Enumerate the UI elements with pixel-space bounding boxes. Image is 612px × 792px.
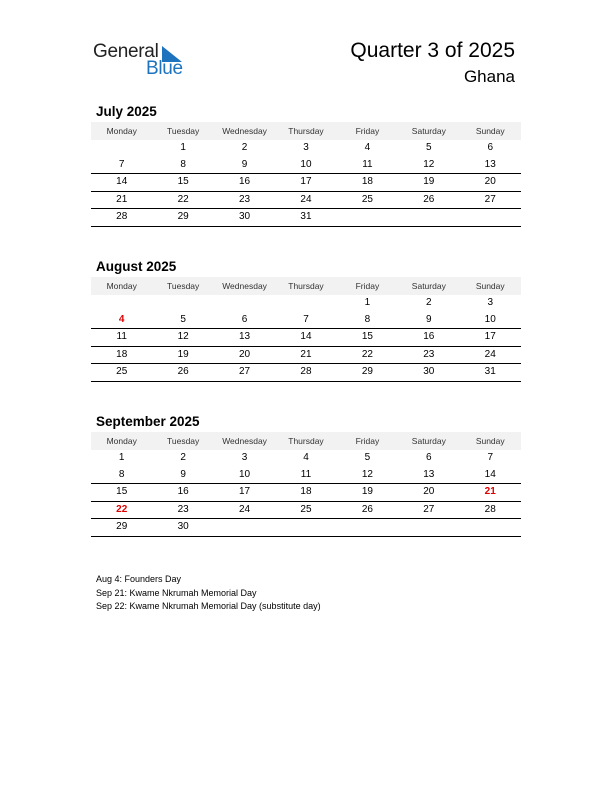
day-cell: 13 (238, 331, 251, 342)
day-cell: 25 (116, 366, 128, 377)
day-cell: 23 (177, 503, 189, 515)
week-row (91, 157, 521, 175)
day-cell: 16 (177, 486, 189, 497)
day-cell: 26 (177, 366, 189, 377)
day-cell: 24 (300, 193, 312, 205)
day-cell (275, 295, 336, 312)
day-cell: 17 (238, 486, 251, 497)
weekday-label: Monday (106, 436, 137, 446)
weekday-label: Saturday (411, 281, 446, 291)
weekday-label: Wednesday (222, 281, 267, 291)
weekday-label: Thursday (288, 281, 324, 291)
day-cell: 11 (116, 331, 127, 342)
day-cell: 7 (487, 452, 494, 463)
day-cell: 2 (426, 297, 432, 308)
day-cell: 31 (484, 366, 496, 377)
day-cell: 15 (361, 331, 373, 342)
logo-general-text: General (93, 41, 159, 62)
day-cell: 10 (300, 158, 312, 170)
week-row (91, 467, 521, 485)
month-title: July 2025 (96, 104, 157, 119)
day-cell: 5 (426, 142, 432, 153)
week-row (91, 329, 521, 347)
week-row (91, 502, 521, 520)
day-cell: 12 (361, 468, 373, 480)
month-calendar-august (91, 258, 521, 382)
weekday-label: Wednesday (222, 126, 267, 136)
day-cell: 3 (241, 452, 248, 463)
month-title: August 2025 (96, 259, 177, 274)
day-cell: 8 (180, 158, 186, 170)
day-cell: 16 (238, 176, 251, 187)
day-cell: 6 (487, 142, 494, 153)
day-cell: 6 (241, 313, 248, 325)
country-name: Ghana (463, 67, 515, 86)
day-cell (275, 519, 336, 536)
week-row (91, 295, 521, 312)
logo (93, 41, 203, 81)
week-row (91, 312, 521, 330)
day-cell: 4 (118, 313, 125, 325)
day-cell: 2 (180, 452, 186, 463)
page-title: Quarter 3 of 2025 (350, 39, 515, 62)
day-cell: 13 (484, 158, 496, 170)
day-cell: 5 (180, 313, 186, 325)
day-cell: 1 (180, 142, 186, 153)
day-cell: 22 (361, 348, 373, 360)
week-row (91, 450, 521, 467)
week-row (91, 209, 521, 227)
day-cell: 27 (423, 503, 435, 515)
week-row (91, 364, 521, 382)
day-cell: 24 (238, 503, 251, 515)
day-cell: 16 (423, 331, 435, 342)
logo-blue-text: Blue (146, 58, 183, 79)
week-row (91, 484, 521, 502)
day-cell: 6 (426, 452, 432, 463)
day-cell: 19 (423, 176, 435, 187)
day-cell: 1 (364, 297, 371, 308)
day-cell: 25 (361, 193, 373, 205)
day-cell: 24 (484, 348, 496, 360)
day-cell: 27 (238, 366, 251, 377)
day-cell: 9 (180, 468, 186, 480)
day-cell (460, 209, 521, 226)
day-cell: 17 (484, 331, 496, 342)
day-cell: 20 (238, 348, 251, 360)
week-row (91, 519, 521, 537)
day-cell: 15 (177, 176, 189, 187)
weekday-header (91, 122, 521, 140)
day-cell (152, 295, 213, 312)
day-cell: 11 (300, 468, 312, 480)
day-cell: 13 (423, 468, 435, 480)
weeks-container (91, 140, 521, 227)
day-cell: 21 (300, 348, 312, 360)
day-cell: 22 (177, 193, 189, 205)
weekday-label: Sunday (475, 436, 505, 446)
day-cell: 28 (484, 503, 496, 515)
day-cell: 23 (238, 193, 251, 205)
day-cell: 1 (118, 452, 125, 463)
holiday-notes (96, 573, 321, 614)
day-cell: 9 (426, 313, 432, 325)
day-cell (398, 519, 459, 536)
day-cell: 19 (177, 348, 189, 360)
day-cell: 18 (300, 486, 312, 497)
day-cell (398, 209, 459, 226)
day-cell: 27 (484, 193, 496, 205)
weeks-container (91, 450, 521, 537)
week-row (91, 347, 521, 365)
day-cell: 5 (364, 452, 371, 463)
day-cell: 12 (177, 331, 189, 342)
day-cell: 30 (423, 366, 435, 377)
weekday-label: Wednesday (222, 436, 267, 446)
day-cell: 17 (300, 176, 312, 187)
day-cell: 20 (484, 176, 496, 187)
day-cell: 29 (177, 211, 189, 222)
weekday-header (91, 432, 521, 450)
day-cell (214, 295, 275, 312)
day-cell: 8 (118, 468, 125, 480)
day-cell: 10 (238, 468, 251, 480)
weekday-label: Monday (106, 281, 137, 291)
weekday-label: Sunday (475, 126, 505, 136)
day-cell: 11 (362, 158, 373, 170)
weekday-header (91, 277, 521, 295)
day-cell (337, 519, 398, 536)
day-cell: 21 (484, 486, 496, 497)
weekday-label: Saturday (411, 436, 446, 446)
day-cell: 9 (241, 158, 248, 170)
month-calendar-july (91, 103, 521, 227)
day-cell: 12 (423, 158, 435, 170)
day-cell: 4 (303, 452, 309, 463)
week-row (91, 192, 521, 210)
day-cell: 30 (177, 521, 189, 532)
day-cell: 18 (116, 348, 128, 360)
day-cell: 19 (361, 486, 373, 497)
weekday-label: Tuesday (166, 436, 200, 446)
weekday-label: Tuesday (166, 126, 200, 136)
weekday-label: Monday (106, 126, 137, 136)
day-cell: 26 (361, 503, 373, 515)
day-cell: 29 (116, 521, 128, 532)
day-cell: 7 (303, 313, 309, 325)
weekday-label: Friday (355, 126, 380, 136)
weekday-label: Friday (355, 436, 380, 446)
day-cell: 22 (116, 503, 128, 515)
holiday-note: Sep 21: Kwame Nkrumah Memorial Day (96, 587, 257, 598)
day-cell: 3 (303, 142, 309, 153)
day-cell: 20 (423, 486, 435, 497)
day-cell: 28 (300, 366, 312, 377)
weekday-label: Thursday (288, 126, 324, 136)
month-title: September 2025 (96, 414, 200, 429)
day-cell: 29 (361, 366, 373, 377)
day-cell: 18 (361, 176, 373, 187)
holiday-note: Aug 4: Founders Day (96, 574, 182, 584)
weekday-label: Tuesday (166, 281, 200, 291)
day-cell: 4 (364, 142, 371, 153)
day-cell: 15 (116, 486, 128, 497)
day-cell: 14 (116, 176, 128, 187)
day-cell: 7 (118, 158, 125, 170)
holiday-note: Sep 22: Kwame Nkrumah Memorial Day (substitute day) (96, 601, 321, 611)
day-cell: 23 (423, 348, 435, 360)
week-row (91, 140, 521, 157)
week-row (91, 174, 521, 192)
day-cell (91, 140, 152, 157)
day-cell: 28 (116, 211, 128, 222)
weekday-label: Friday (355, 281, 380, 291)
day-cell: 3 (487, 297, 494, 308)
weekday-label: Saturday (411, 126, 446, 136)
day-cell: 30 (238, 211, 251, 222)
weekday-label: Sunday (475, 281, 505, 291)
weeks-container (91, 295, 521, 382)
day-cell: 21 (116, 193, 128, 205)
day-cell: 14 (484, 468, 496, 480)
day-cell: 14 (300, 331, 312, 342)
day-cell (460, 519, 521, 536)
day-cell: 26 (423, 193, 435, 205)
day-cell: 25 (300, 503, 312, 515)
day-cell: 2 (241, 142, 248, 153)
day-cell: 8 (364, 313, 371, 325)
month-calendar-september (91, 413, 521, 537)
day-cell: 31 (300, 211, 312, 222)
weekday-label: Thursday (288, 436, 324, 446)
day-cell: 10 (484, 313, 496, 325)
day-cell (337, 209, 398, 226)
day-cell (91, 295, 152, 312)
day-cell (214, 519, 275, 536)
